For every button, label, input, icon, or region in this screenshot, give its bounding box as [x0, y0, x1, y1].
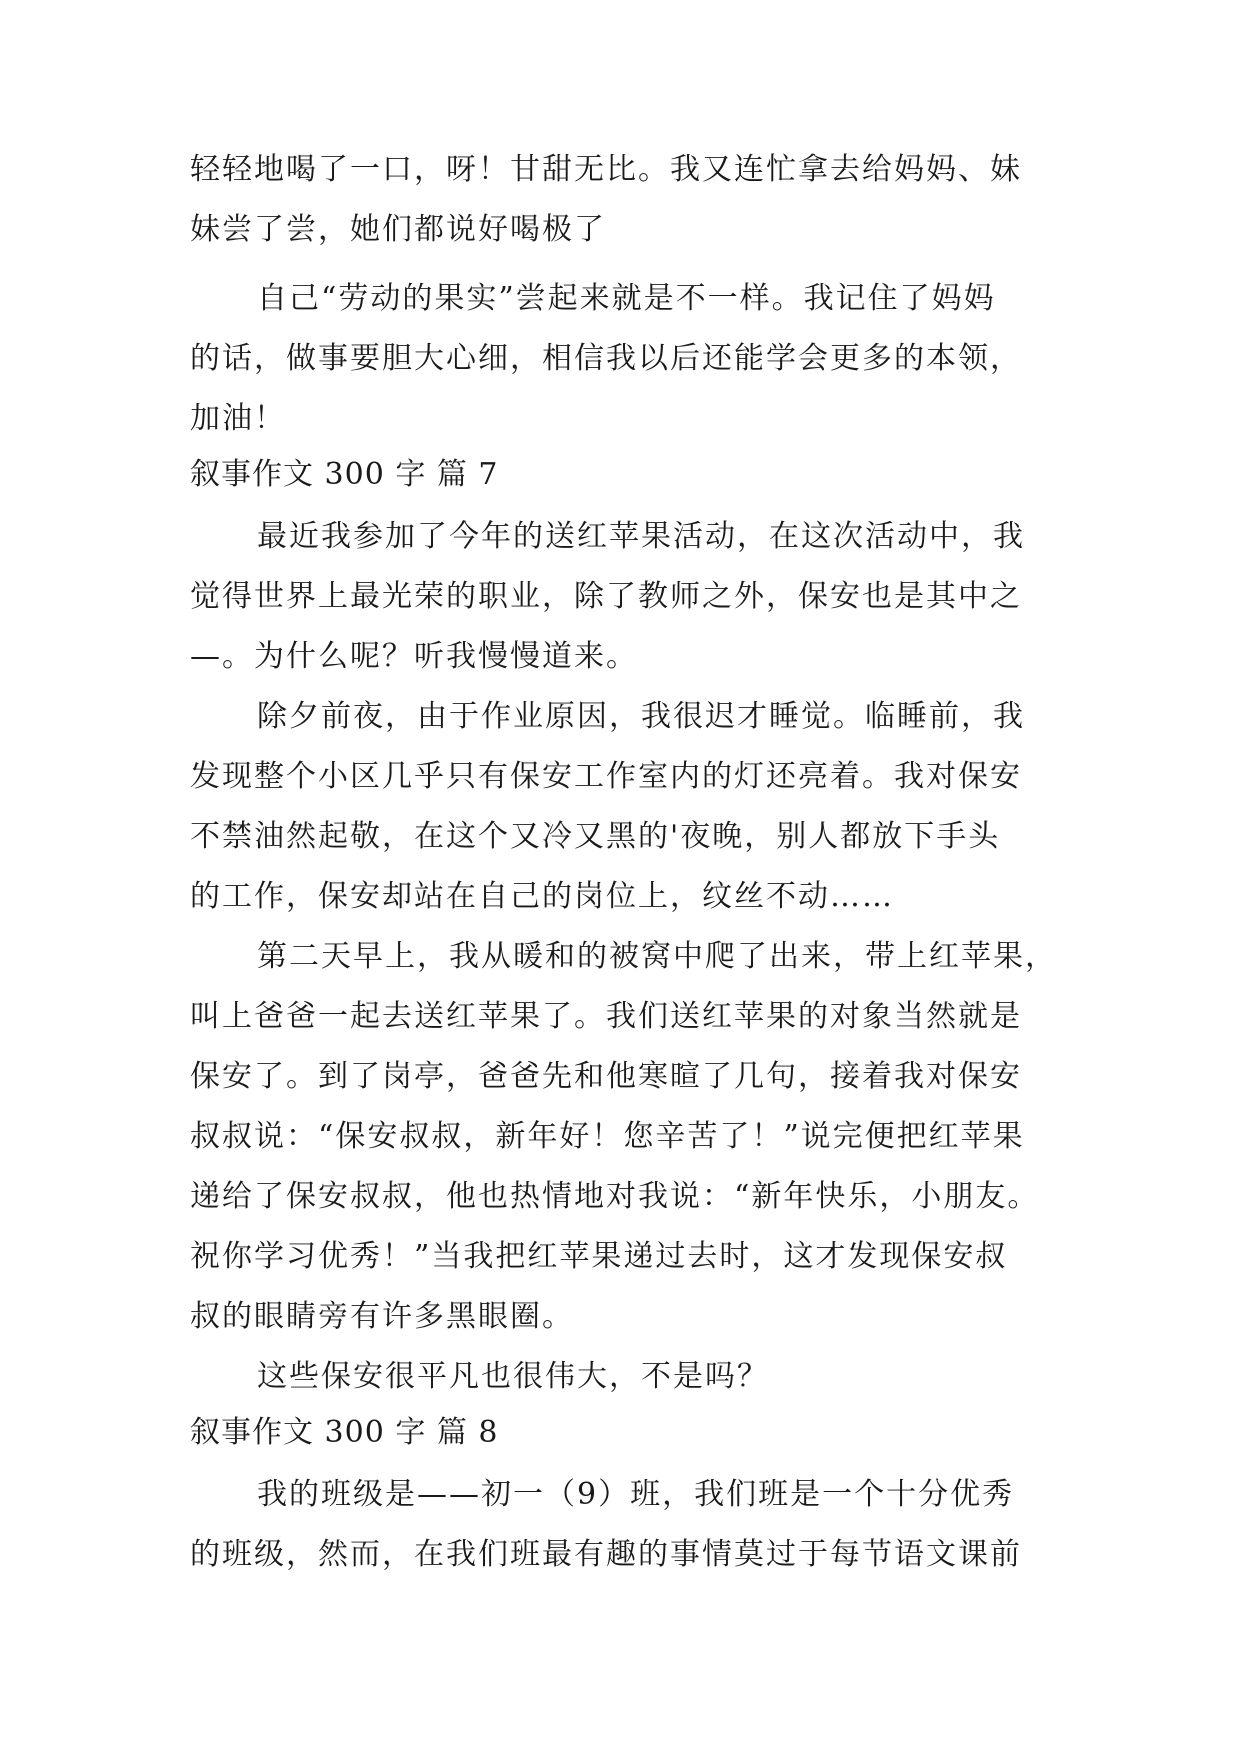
text-line: 发现整个小区几乎只有保安工作室内的灯还亮着。我对保安: [190, 759, 1022, 794]
text-line: 祝你学习优秀！”当我把红苹果递过去时，这才发现保安叔: [190, 1239, 1008, 1274]
text-line: 的班级，然而，在我们班最有趣的事情莫过于每节语文课前: [190, 1537, 1022, 1572]
paragraph-start-line: 除夕前夜，由于作业原因，我很迟才睡觉。临睡前，我: [257, 699, 1025, 734]
text-line: 轻轻地喝了一口，呀！甘甜无比。我又连忙拿去给妈妈、妹: [190, 152, 1022, 187]
paragraph-start-line: 第二天早上，我从暖和的被窝中爬了出来，带上红苹果，: [257, 939, 1057, 974]
text-line: 觉得世界上最光荣的职业，除了教师之外，保安也是其中之: [190, 579, 1022, 614]
text-line: 的工作，保安却站在自己的岗位上，纹丝不动……: [190, 879, 894, 914]
text-line: 递给了保安叔叔，他也热情地对我说：“新年快乐，小朋友。: [190, 1179, 1040, 1214]
text-line: —。为什么呢？听我慢慢道来。: [190, 639, 638, 674]
paragraph-start-line: 自己“劳动的果实”尝起来就是不一样。我记住了妈妈: [257, 281, 996, 316]
text-line: 叫上爸爸一起去送红苹果了。我们送红苹果的对象当然就是: [190, 999, 1022, 1034]
text-line: 叔叔说：“保安叔叔，新年好！您辛苦了！”说完便把红苹果: [190, 1119, 1025, 1154]
section-heading-8: 叙事作文 300 字 篇 8: [190, 1415, 499, 1450]
text-line: 不禁油然起敬，在这个又冷又黑的'夜晚，别人都放下手头: [190, 819, 1001, 854]
text-line: 保安了。到了岗亭，爸爸先和他寒暄了几句，接着我对保安: [190, 1059, 1022, 1094]
text-line: 叔的眼睛旁有许多黑眼圈。: [190, 1299, 574, 1334]
paragraph-start-line: 最近我参加了今年的送红苹果活动，在这次活动中，我: [257, 519, 1025, 554]
text-line: 妹尝了尝，她们都说好喝极了: [190, 212, 606, 247]
section-heading-7: 叙事作文 300 字 篇 7: [190, 457, 499, 492]
paragraph-start-line: 这些保安很平凡也很伟大，不是吗？: [257, 1359, 769, 1394]
paragraph-start-line: 我的班级是——初一（9）班，我们班是一个十分优秀: [257, 1477, 1015, 1512]
text-line: 的话，做事要胆大心细，相信我以后还能学会更多的本领，: [190, 341, 1022, 376]
text-line: 加油！: [190, 401, 286, 436]
